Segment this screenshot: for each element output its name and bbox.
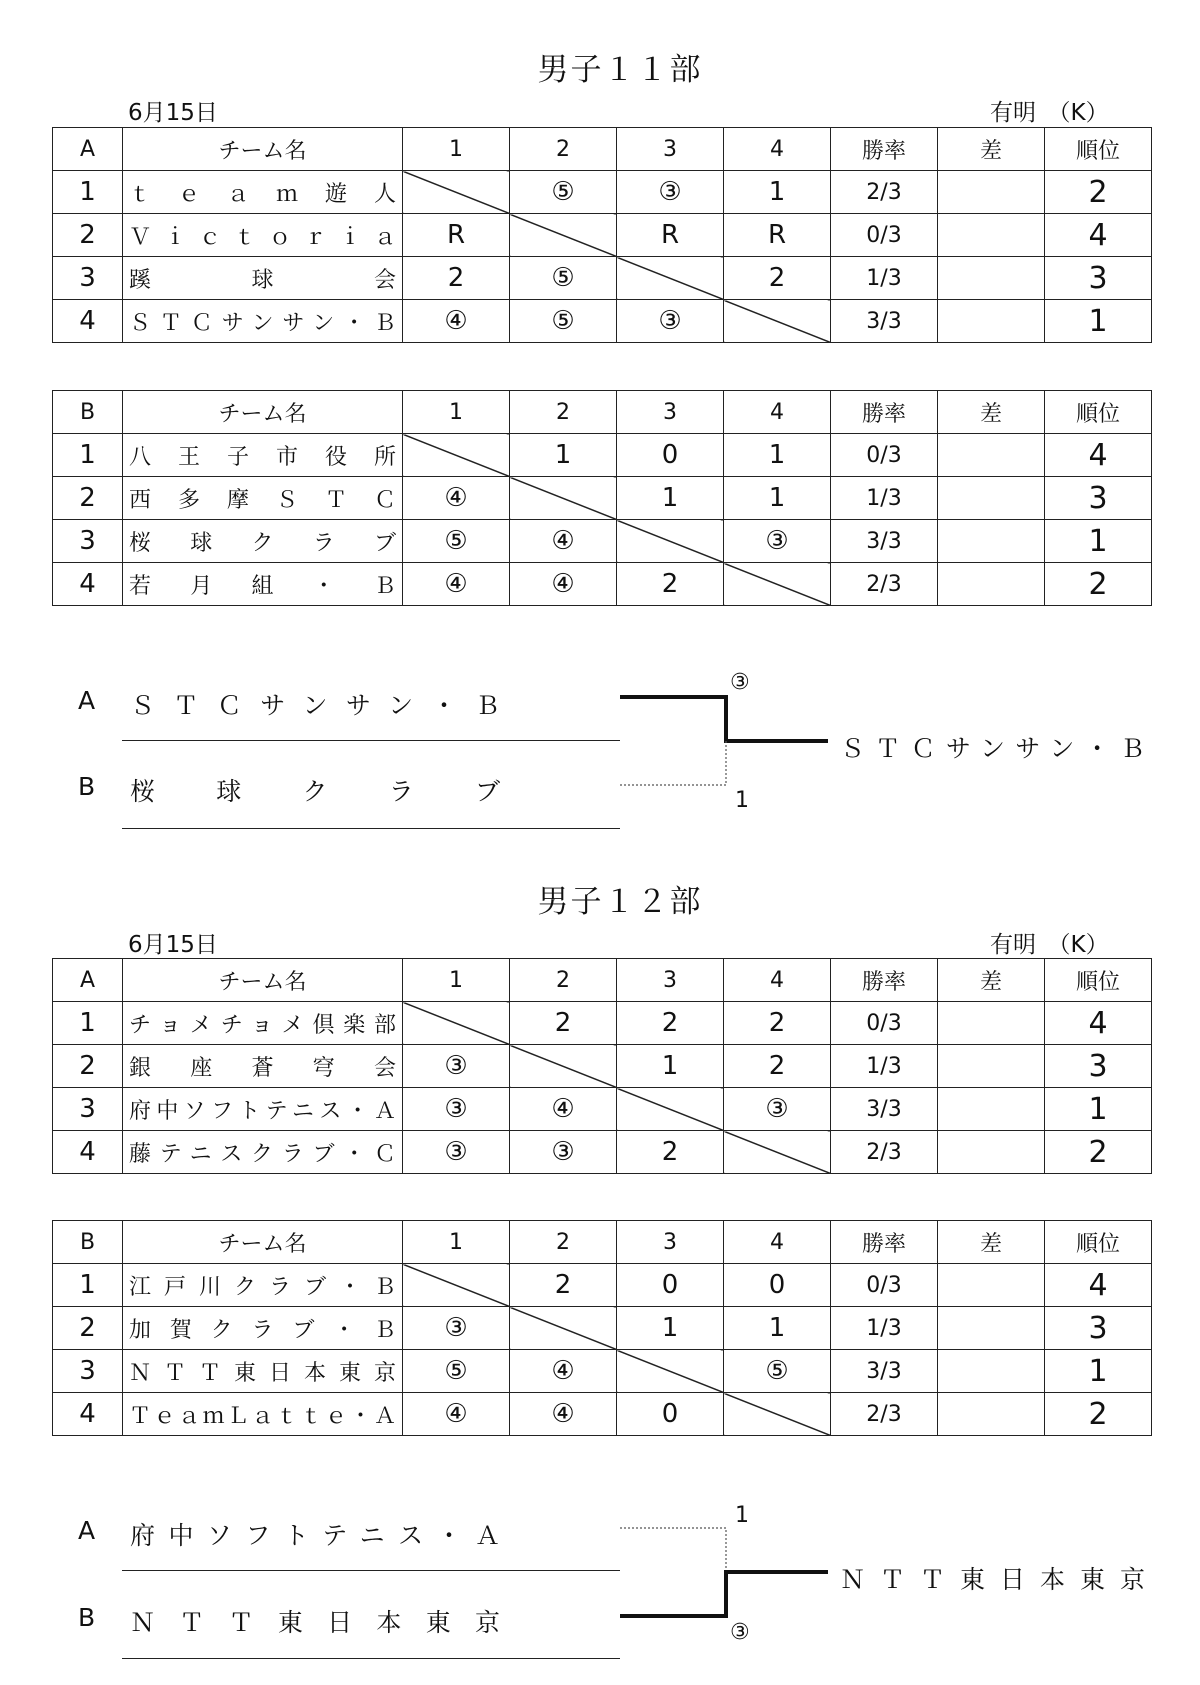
final-b-team: ＮＴＴ東日本東京 (130, 1608, 500, 1637)
result-cell: ④ (510, 563, 617, 606)
header-cell: 差 (938, 128, 1045, 171)
rank-cell: 1 (1045, 1088, 1152, 1131)
win-rate: 0/3 (831, 434, 938, 477)
final-a-label: A (78, 686, 96, 715)
row-number: 4 (53, 563, 123, 606)
rank-cell: 4 (1045, 214, 1152, 257)
team-name: 府中ソフトテニス・Ａ (123, 1088, 403, 1131)
win-rate: 0/3 (831, 1002, 938, 1045)
win-rate: 1/3 (831, 1307, 938, 1350)
team-name: ＳＴＣサンサン・Ｂ (123, 300, 403, 343)
header-cell: 1 (403, 391, 510, 434)
result-cell: ③ (403, 1088, 510, 1131)
rank-cell: 4 (1045, 434, 1152, 477)
result-cell: ③ (403, 1307, 510, 1350)
team-name: ｔｅａｍ遊人 (123, 171, 403, 214)
team-name: 加賀クラブ・Ｂ (123, 1307, 403, 1350)
result-cell: 1 (724, 171, 831, 214)
result-cell: ⑤ (403, 520, 510, 563)
row-number: 4 (53, 300, 123, 343)
match-date: 6月15日 (128, 932, 218, 958)
bracket-a-line (620, 697, 828, 741)
team-name: 藤テニスクラブ・Ｃ (123, 1131, 403, 1174)
result-cell: ④ (510, 520, 617, 563)
section-title: 男子１１部 (537, 52, 703, 88)
win-rate: 2/3 (831, 171, 938, 214)
team-name: 桜球クラブ (123, 520, 403, 563)
match-venue: 有明 （K） (990, 100, 1109, 126)
final-a-team: ＳＴＣサンサン・Ｂ (130, 691, 500, 720)
result-cell: 2 (617, 563, 724, 606)
result-cell: R (403, 214, 510, 257)
header-cell: 差 (938, 959, 1045, 1002)
header-cell: 2 (510, 128, 617, 171)
rank-cell: 3 (1045, 257, 1152, 300)
final-b-score: 1 (735, 788, 749, 813)
win-rate: 1/3 (831, 477, 938, 520)
team-name: 西多摩ＳＴＣ (123, 477, 403, 520)
final-a-label: A (78, 1516, 96, 1545)
result-cell: ③ (617, 171, 724, 214)
rank-cell: 3 (1045, 477, 1152, 520)
rank-cell: 3 (1045, 1307, 1152, 1350)
result-cell: ⑤ (510, 257, 617, 300)
result-cell: ④ (510, 1350, 617, 1393)
bracket-a-line (620, 1528, 726, 1572)
result-cell: R (617, 214, 724, 257)
result-cell: ⑤ (510, 300, 617, 343)
win-rate: 2/3 (831, 1393, 938, 1436)
result-cell: ③ (724, 1088, 831, 1131)
row-number: 1 (53, 1264, 123, 1307)
final-a-score: 1 (735, 1503, 749, 1528)
header-cell: B (53, 391, 123, 434)
header-cell: 2 (510, 1221, 617, 1264)
team-name: Ｖｉｃｔｏｒｉａ (123, 214, 403, 257)
rank-cell: 2 (1045, 171, 1152, 214)
result-cell: 1 (724, 1307, 831, 1350)
match-date: 6月15日 (128, 100, 218, 126)
win-rate: 0/3 (831, 1264, 938, 1307)
team-name: ＮＴＴ東日本東京 (123, 1350, 403, 1393)
result-cell: ④ (403, 477, 510, 520)
header-cell: チーム名 (123, 128, 403, 171)
header-cell: 1 (403, 959, 510, 1002)
result-cell: ④ (403, 300, 510, 343)
header-cell: チーム名 (123, 391, 403, 434)
header-cell: 3 (617, 1221, 724, 1264)
result-cell: R (724, 214, 831, 257)
result-cell: 2 (724, 1002, 831, 1045)
team-name: 銀座蒼穹会 (123, 1045, 403, 1088)
rank-cell: 4 (1045, 1264, 1152, 1307)
row-number: 3 (53, 1088, 123, 1131)
result-cell: 1 (617, 477, 724, 520)
bracket-b-line (620, 1572, 828, 1616)
header-cell: 2 (510, 959, 617, 1002)
header-cell: 順位 (1045, 128, 1152, 171)
row-number: 2 (53, 214, 123, 257)
header-cell: チーム名 (123, 959, 403, 1002)
final-winner: ＮＴＴ東日本東京 (840, 1565, 1145, 1594)
result-cell: 2 (724, 1045, 831, 1088)
row-number: 1 (53, 171, 123, 214)
result-cell: 1 (617, 1045, 724, 1088)
header-cell: 順位 (1045, 1221, 1152, 1264)
win-rate: 0/3 (831, 214, 938, 257)
row-number: 3 (53, 257, 123, 300)
result-cell: ③ (403, 1131, 510, 1174)
final-winner: ＳＴＣサンサン・Ｂ (840, 734, 1145, 763)
result-cell: 2 (724, 257, 831, 300)
header-cell: 4 (724, 1221, 831, 1264)
team-name: ＴｅａｍＬａｔｔｅ・Ａ (123, 1393, 403, 1436)
header-cell: A (53, 959, 123, 1002)
header-cell: 順位 (1045, 391, 1152, 434)
result-cell: ③ (724, 520, 831, 563)
team-name: 江戸川クラブ・Ｂ (123, 1264, 403, 1307)
result-cell: ③ (617, 300, 724, 343)
rank-cell: 2 (1045, 1393, 1152, 1436)
header-cell: 勝率 (831, 128, 938, 171)
header-cell: 4 (724, 128, 831, 171)
header-cell: 2 (510, 391, 617, 434)
result-cell: 1 (617, 1307, 724, 1350)
result-cell: ⑤ (724, 1350, 831, 1393)
rank-cell: 2 (1045, 1131, 1152, 1174)
final-b-score: ③ (730, 1620, 750, 1645)
rank-cell: 4 (1045, 1002, 1152, 1045)
header-cell: 差 (938, 1221, 1045, 1264)
rank-cell: 1 (1045, 300, 1152, 343)
result-cell: 2 (617, 1002, 724, 1045)
header-cell: 4 (724, 959, 831, 1002)
result-cell: 0 (617, 1393, 724, 1436)
result-cell: 2 (617, 1131, 724, 1174)
row-number: 1 (53, 434, 123, 477)
final-b-label: B (78, 1603, 96, 1632)
header-cell: 3 (617, 959, 724, 1002)
result-cell: ③ (403, 1045, 510, 1088)
win-rate: 3/3 (831, 1350, 938, 1393)
result-cell: 2 (403, 257, 510, 300)
header-cell: 4 (724, 391, 831, 434)
win-rate: 3/3 (831, 520, 938, 563)
team-name: チョメチョメ倶楽部 (123, 1002, 403, 1045)
row-number: 2 (53, 1307, 123, 1350)
team-name: 若月組・Ｂ (123, 563, 403, 606)
result-cell: ⑤ (403, 1350, 510, 1393)
win-rate: 2/3 (831, 563, 938, 606)
win-rate: 1/3 (831, 257, 938, 300)
bracket-b-line (620, 741, 726, 785)
result-cell: 1 (724, 477, 831, 520)
rank-cell: 3 (1045, 1045, 1152, 1088)
row-number: 2 (53, 1045, 123, 1088)
result-cell: ③ (510, 1131, 617, 1174)
team-name: 蹊球会 (123, 257, 403, 300)
row-number: 2 (53, 477, 123, 520)
header-cell: 3 (617, 391, 724, 434)
result-cell: ④ (510, 1088, 617, 1131)
rank-cell: 1 (1045, 1350, 1152, 1393)
win-rate: 2/3 (831, 1131, 938, 1174)
result-cell: 1 (724, 434, 831, 477)
final-a-team: 府中ソフトテニス・Ａ (130, 1521, 500, 1550)
row-number: 1 (53, 1002, 123, 1045)
win-rate: 1/3 (831, 1045, 938, 1088)
header-cell: 3 (617, 128, 724, 171)
header-cell: 勝率 (831, 391, 938, 434)
row-number: 4 (53, 1393, 123, 1436)
result-cell: 0 (617, 434, 724, 477)
header-cell: 順位 (1045, 959, 1152, 1002)
win-rate: 3/3 (831, 300, 938, 343)
header-cell: チーム名 (123, 1221, 403, 1264)
rank-cell: 1 (1045, 520, 1152, 563)
result-cell: 0 (617, 1264, 724, 1307)
row-number: 4 (53, 1131, 123, 1174)
header-cell: 1 (403, 128, 510, 171)
result-cell: ④ (403, 563, 510, 606)
result-cell: ⑤ (510, 171, 617, 214)
result-cell: 0 (724, 1264, 831, 1307)
match-venue: 有明 （K） (990, 932, 1109, 958)
team-name: 八王子市役所 (123, 434, 403, 477)
result-cell: 1 (510, 434, 617, 477)
row-number: 3 (53, 1350, 123, 1393)
header-cell: 勝率 (831, 959, 938, 1002)
final-a-score: ③ (730, 670, 750, 695)
win-rate: 3/3 (831, 1088, 938, 1131)
section-title: 男子１２部 (537, 884, 703, 920)
result-cell: 2 (510, 1264, 617, 1307)
final-b-team: 桜球クラブ (130, 777, 500, 806)
header-cell: A (53, 128, 123, 171)
header-cell: 1 (403, 1221, 510, 1264)
result-cell: 2 (510, 1002, 617, 1045)
header-cell: 勝率 (831, 1221, 938, 1264)
result-cell: ④ (403, 1393, 510, 1436)
final-b-label: B (78, 772, 96, 801)
result-cell: ④ (510, 1393, 617, 1436)
rank-cell: 2 (1045, 563, 1152, 606)
header-cell: 差 (938, 391, 1045, 434)
row-number: 3 (53, 520, 123, 563)
header-cell: B (53, 1221, 123, 1264)
